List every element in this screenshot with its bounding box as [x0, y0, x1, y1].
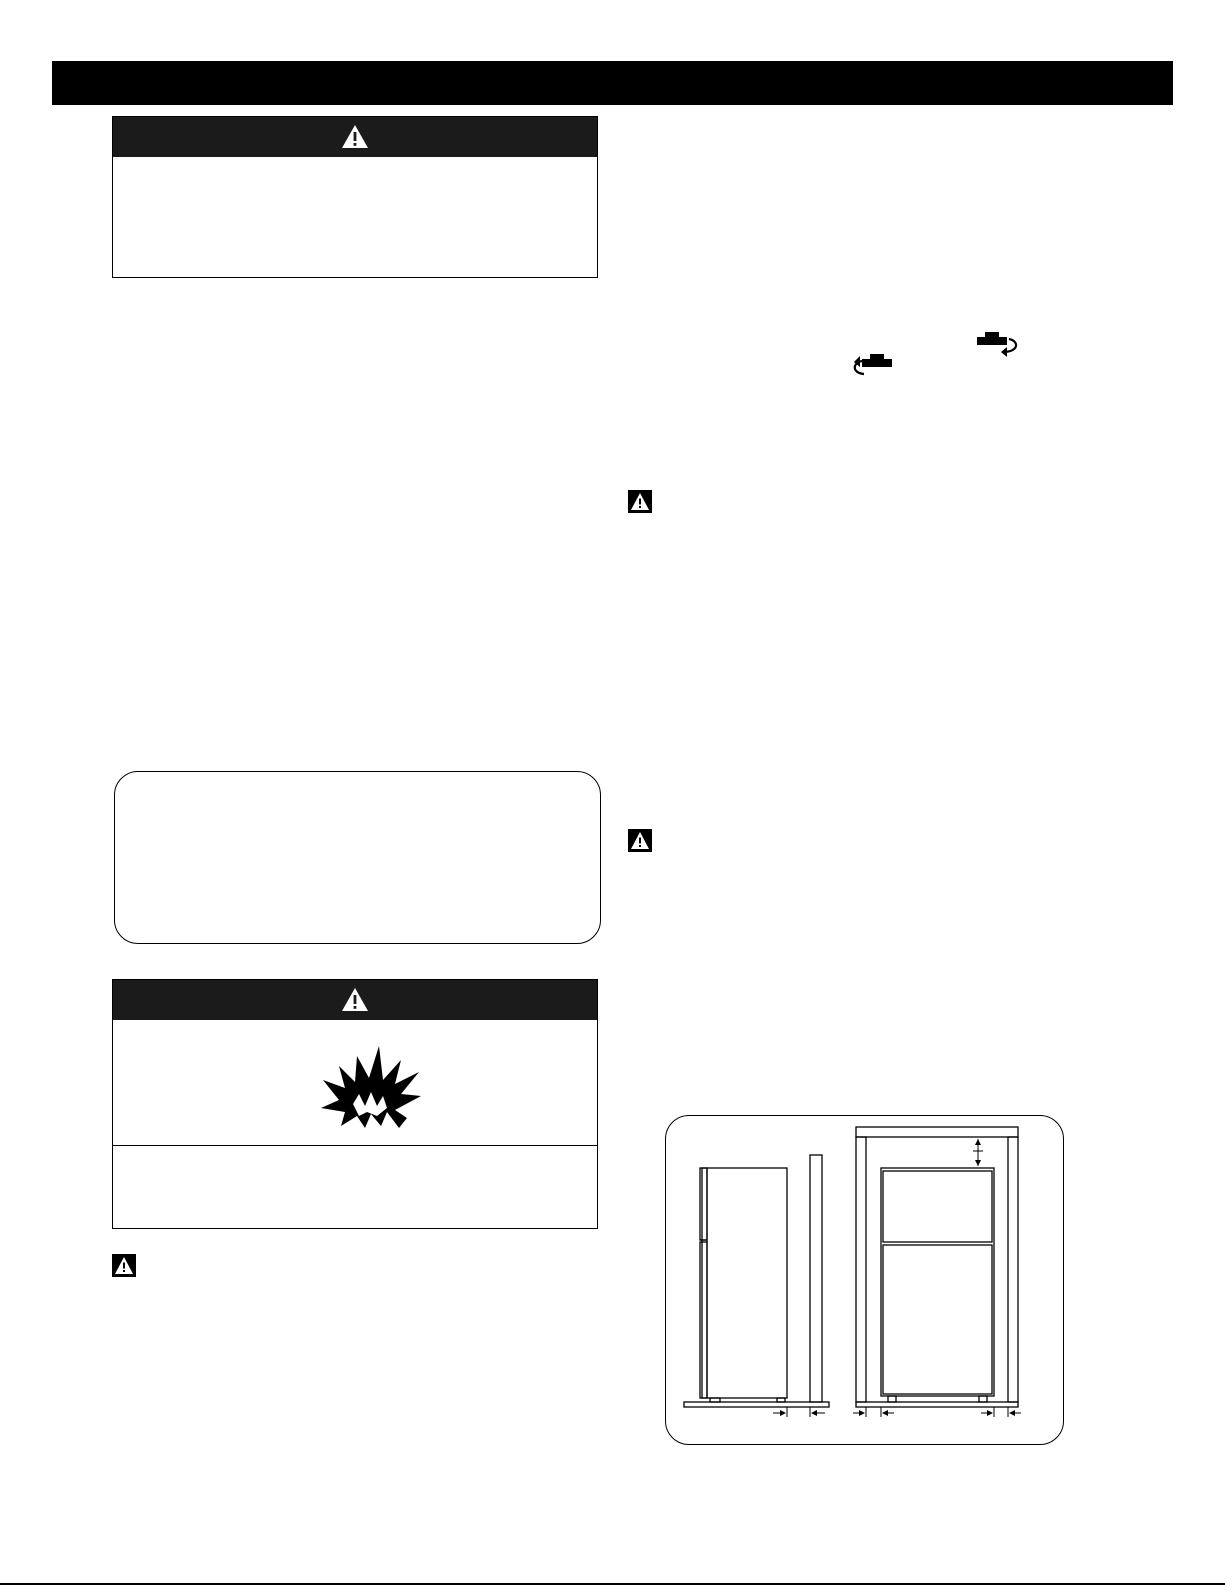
warning-box-divider	[113, 1145, 597, 1146]
explosion-icon	[317, 1042, 427, 1132]
warning-triangle-icon	[112, 1254, 136, 1277]
fridge-front-body	[881, 1168, 994, 1396]
notice-box	[114, 771, 601, 944]
level-adjust-icon	[850, 353, 896, 379]
warning-triangle-icon	[341, 124, 369, 149]
warning-box-header	[113, 980, 597, 1020]
clearance-diagram	[665, 1115, 1064, 1445]
floor-side	[684, 1402, 829, 1407]
section-header-bar	[52, 61, 1173, 105]
warning-triangle-icon	[628, 490, 652, 513]
warning-box-explosion	[112, 979, 598, 1229]
warning-triangle-icon	[341, 987, 369, 1012]
fridge-side-body	[702, 1168, 787, 1398]
cabinet-top	[856, 1127, 1018, 1137]
warning-box-header	[113, 117, 597, 157]
warning-box-top	[112, 116, 598, 278]
wall-side	[810, 1155, 822, 1402]
warning-triangle-icon	[628, 829, 652, 852]
level-adjust-icon	[975, 331, 1021, 357]
